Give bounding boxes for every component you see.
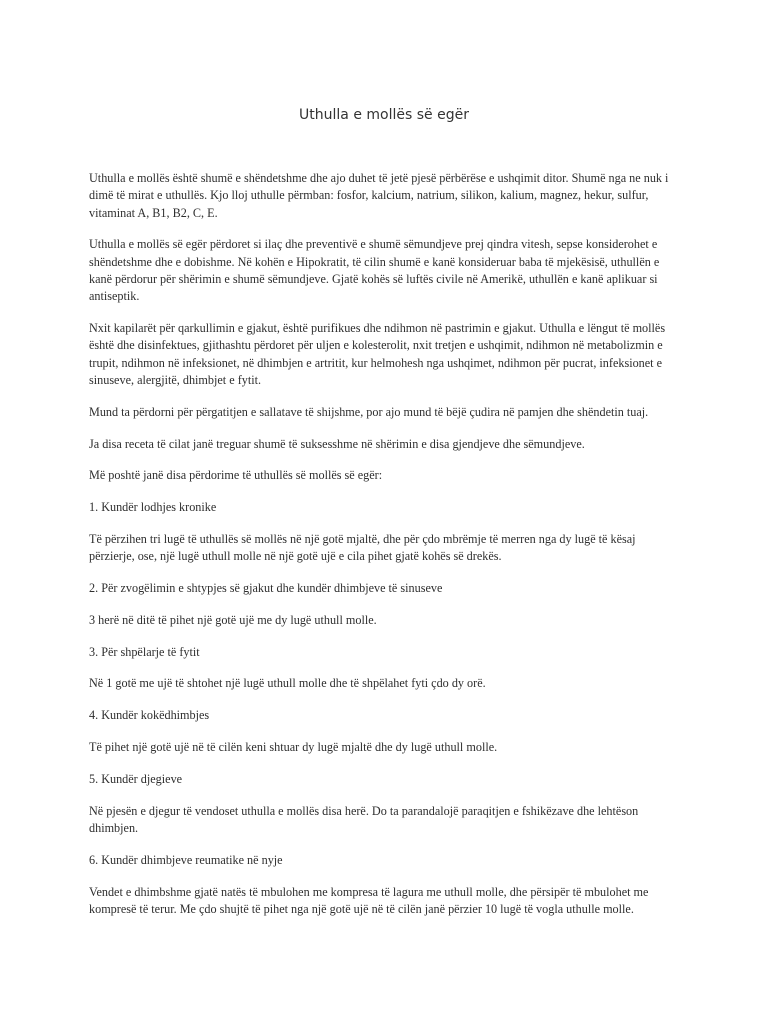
section-heading-5: 5. Kundër djegieve [89, 771, 183, 786]
section-body-5: Në pjesën e djegur të vendoset uthulla e mollës disa herë. Do ta parandalojë paraqitjen e fshikëzave dhe lehtëson dhimbjen. [89, 803, 639, 835]
section-body-2: 3 herë në ditë të pihet një gotë ujë me dy lugë uthull molle. [89, 612, 377, 627]
section-heading-4: 4. Kundër kokëdhimbjes [89, 708, 210, 723]
section-body-4: Të pihet një gotë ujë në të cilën keni shtuar dy lugë mjaltë dhe dy lugë uthull molle. [89, 740, 498, 755]
paragraph-history: Uthulla e mollës së egër përdoret si ilaç dhe preventivë e shumë sëmundjeve prej qindra vitesh, sepse konsiderohet e shëndetshme dhe e dobishme. Në kohën e Hipokratit, të cilin shumë e kanë konsideruar baba të mjekësisë, uthullën e kanë përdorur për shërimin e shumë sëmundjeve. Gjatë kohës së luftës civile në Amerikë, uthullën e kanë aplikuar si antiseptik. [89, 237, 660, 304]
section-heading-2: 2. Për zvogëlimin e shtypjes së gjakut dhe kundër dhimbjeve të sinuseve [89, 581, 443, 596]
paragraph-salads: Mund ta përdorni për përgatitjen e sallatave të shijshme, por ajo mund të bëjë çudira në pamjen dhe shëndetin tuaj. [89, 404, 649, 419]
paragraph-intro: Uthulla e mollës është shumë e shëndetshme dhe ajo duhet të jetë pjesë përbërëse e ushqimit ditor. Shumë nga ne nuk i dimë të mirat e uthullës. Kjo lloj uthulle përmban: fosfor, kalcium, natrium, silikon, kalium, magnez, hekur, sulfur, vitaminat A, B1, B2, C, E. [89, 171, 669, 220]
document-title: Uthulla e mollës së egër [299, 107, 469, 123]
section-body-6: Vendet e dhimbshme gjatë natës të mbulohen me kompresa të lagura me uthull molle, dhe përsipër të mbulohet me kompresë të terur. Me çdo shujtë të pihet nga një gotë ujë në të cilën janë përzier 10 lugë të vogla uthulle molle. [89, 884, 649, 916]
document-body [89, 170, 681, 933]
section-heading-1: 1. Kundër lodhjes kronike [89, 500, 217, 515]
section-body-1: Të përzihen tri lugë të uthullës së mollës në një gotë mjaltë, dhe për çdo mbrëmje të merren nga dy lugë të kësaj përzierje, ose, një lugë uthull molle në një gotë ujë e cila pihet gjatë kohës së drekës. [89, 531, 636, 564]
section-heading-3: 3. Për shpëlarje të fytit [89, 644, 200, 659]
section-body-3: Në 1 gotë me ujë të shtohet një lugë uthull molle dhe të shpëlahet fyti çdo dy orë. [89, 676, 486, 691]
paragraph-benefits: Nxit kapilarët për qarkullimin e gjakut, është purifikues dhe ndihmon në pastrimin e gjakut. Uthulla e lëngut të mollës është dhe disinfektues, gjithashtu përdoret për uljen e kolesterolit, nxit tretjen e ushqimit, ndihmon në metabolizmin e trupit, ndihmon në infeksionet, në dhimbjen e artritit, kur helmohesh nga ushqimet, ndihmon për pucrat, infeksionet e sinuseve, alergjitë, dhimbjet e fytit. [89, 321, 666, 387]
section-heading-6: 6. Kundër dhimbjeve reumatike në nyje [89, 852, 283, 867]
paragraph-recipes-intro: Ja disa receta të cilat janë treguar shumë të suksesshme në shërimin e disa gjendjeve dhe sëmundjeve. [89, 436, 585, 451]
paragraph-uses-intro: Më poshtë janë disa përdorime të uthullës së mollës së egër: [89, 468, 383, 483]
